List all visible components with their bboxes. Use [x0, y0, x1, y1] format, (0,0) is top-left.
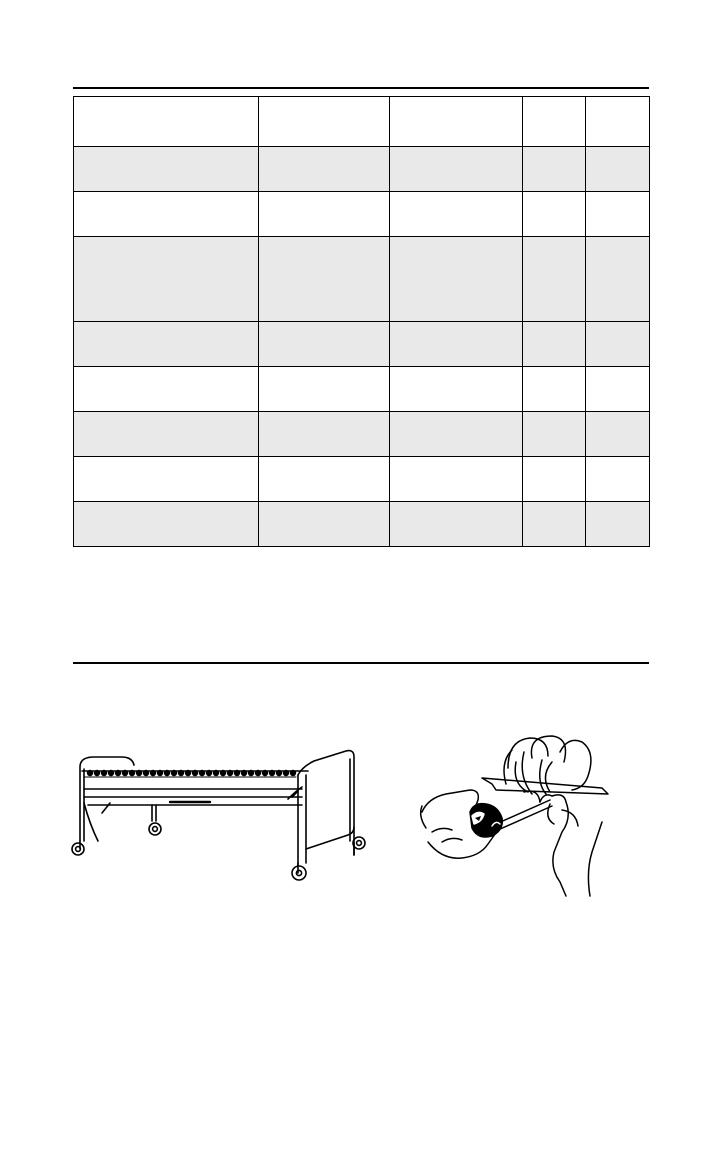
table-cell	[523, 367, 586, 412]
table-cell	[74, 367, 259, 412]
table-cell	[390, 192, 523, 237]
header-cell	[523, 97, 586, 147]
table-cell	[259, 147, 390, 192]
data-table	[73, 96, 650, 547]
table-cell	[523, 322, 586, 367]
table-cell	[74, 322, 259, 367]
table-row	[74, 192, 650, 237]
table-cell	[390, 147, 523, 192]
top-rule	[73, 87, 649, 89]
table-row	[74, 147, 650, 192]
table-cell	[390, 367, 523, 412]
table-cell	[523, 502, 586, 547]
table-cell	[523, 192, 586, 237]
table-header-row	[74, 97, 650, 147]
header-cell	[74, 97, 259, 147]
table-row	[74, 457, 650, 502]
table-cell	[586, 457, 650, 502]
header-cell	[390, 97, 523, 147]
fruit-protection-icon	[412, 732, 617, 902]
table-cell	[523, 237, 586, 322]
header-cell	[259, 97, 390, 147]
table-cell	[259, 412, 390, 457]
table-cell	[586, 322, 650, 367]
table-cell	[259, 457, 390, 502]
table-cell	[259, 322, 390, 367]
table-cell	[74, 237, 259, 322]
table-row	[74, 322, 650, 367]
table-cell	[390, 457, 523, 502]
table-cell	[74, 192, 259, 237]
table-cell	[74, 412, 259, 457]
bed-icon	[70, 745, 370, 885]
table-cell	[523, 457, 586, 502]
table-cell	[586, 147, 650, 192]
section-rule	[73, 662, 649, 664]
table-row	[74, 502, 650, 547]
table-cell	[259, 502, 390, 547]
header-cell	[586, 97, 650, 147]
table-cell	[523, 412, 586, 457]
table-cell	[74, 457, 259, 502]
table-cell	[586, 412, 650, 457]
table-cell	[586, 502, 650, 547]
table-cell	[259, 367, 390, 412]
table-cell	[259, 192, 390, 237]
table-cell	[586, 237, 650, 322]
table-cell	[74, 502, 259, 547]
table-cell	[586, 192, 650, 237]
table-cell	[390, 412, 523, 457]
table-cell	[586, 367, 650, 412]
table-cell	[390, 237, 523, 322]
table-cell	[259, 237, 390, 322]
table-row	[74, 367, 650, 412]
table-cell	[523, 147, 586, 192]
table-row	[74, 237, 650, 322]
table-row	[74, 412, 650, 457]
table-cell	[74, 147, 259, 192]
table-cell	[390, 502, 523, 547]
table-cell	[390, 322, 523, 367]
